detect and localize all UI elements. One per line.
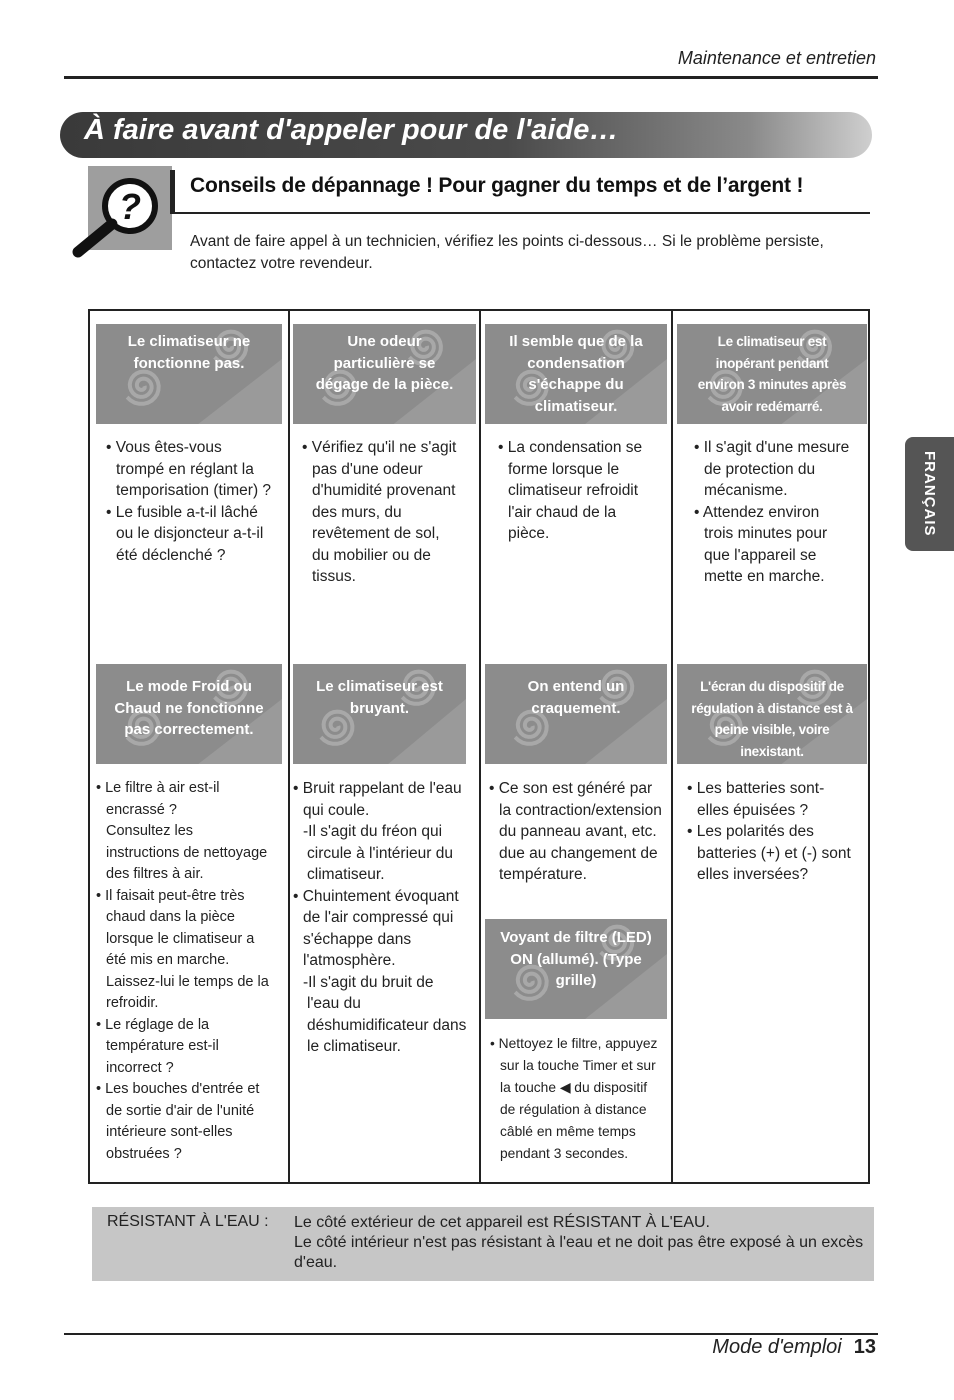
bullet-item: • Ce son est généré par: [489, 780, 653, 797]
bullet-item: • Il faisait peut-être très: [96, 887, 245, 904]
cell-header-text: [485, 664, 667, 719]
bullet-continuation: batteries (+) et (-) sont: [697, 844, 851, 862]
cell-header-line: s'échappe du: [528, 376, 624, 393]
cell-header-line: Chaud ne fonctionne: [114, 699, 264, 717]
bullet-continuation: due au changement de: [499, 844, 658, 862]
bullet-continuation: ou le disjoncteur a-t-il: [116, 525, 264, 542]
section-label: Maintenance et entretien: [677, 48, 876, 68]
cell-header-line: régulation à distance est à: [691, 700, 853, 716]
bullet-continuation: été déclenché ?: [116, 546, 226, 564]
grid-divider: [479, 309, 481, 1184]
cell-header-line: On entend un: [527, 678, 625, 695]
bullet-continuation: l'air chaud de la: [508, 503, 617, 521]
cell-header: [293, 324, 476, 424]
bullet-continuation: que l'appareil se: [704, 546, 817, 564]
cell-body: [489, 778, 669, 886]
bullet-continuation: temporisation (timer) ?: [116, 482, 272, 499]
bullet-continuation: été mis en marche.: [106, 952, 230, 968]
bullet-continuation: incorrect ?: [106, 1059, 174, 1076]
bullet-continuation: la touche ◀ du dispositif: [500, 1080, 648, 1095]
cell-header-line: Le climatiseur ne: [127, 333, 251, 350]
bullet-continuation: de régulation à distance: [500, 1102, 647, 1117]
bullet-item: • Le fusible a-t-il lâché: [106, 503, 258, 521]
cell-header: [96, 664, 282, 764]
cell-body: [694, 437, 866, 588]
bullet-continuation: du panneau avant, etc.: [499, 823, 657, 840]
bullet-continuation: de l'air compressé qui: [303, 909, 454, 926]
bullet-item: • Vérifiez qu'il ne s'agit: [302, 439, 457, 456]
cell-header-text: [293, 664, 466, 719]
cell-header-line: climatiseur.: [534, 397, 618, 415]
bullet-continuation: d'humidité provenant: [312, 482, 456, 499]
bullet-continuation: câblé en même temps: [500, 1124, 636, 1139]
bullet-continuation: qui coule.: [303, 801, 370, 819]
bullet-item: • Vous êtes-vous: [106, 439, 222, 456]
bullet-continuation: pendant 3 secondes.: [500, 1146, 629, 1161]
cell-body: [293, 778, 477, 1058]
bullet-continuation: déshumidificateur dans: [307, 1016, 467, 1034]
bullet-continuation: du mobilier ou de: [312, 546, 431, 564]
bullet-continuation: Consultez les: [106, 823, 194, 839]
bullet-item: • Le réglage de la: [96, 1016, 210, 1033]
cell-header-line: dégage de la pièce.: [315, 376, 454, 393]
cell-header-line: L'écran du dispositif de: [700, 679, 844, 694]
bullet-continuation: elles inversées?: [697, 866, 809, 883]
water-notice-line: Le côté extérieur de cet appareil est RÉSISTANT À L'EAU.: [294, 1214, 710, 1231]
bullet-item: • Attendez environ: [694, 503, 820, 521]
svg-text:?: ?: [119, 186, 141, 227]
language-tab-label: FRANÇAIS: [921, 451, 938, 537]
bullet-item: • Les batteries sont-: [687, 780, 825, 797]
bullet-continuation: revêtement de sol,: [312, 525, 440, 542]
bullet-continuation: le climatiseur.: [307, 1038, 401, 1055]
cell-header-text: [485, 919, 667, 992]
bullet-continuation: -Il s'agit du bruit de: [303, 973, 434, 991]
bullet-continuation: elles épuisées ?: [697, 801, 809, 819]
cell-header-line: condensation: [527, 354, 625, 372]
footer: [560, 1336, 876, 1359]
bullet-continuation: température est-il: [106, 1038, 219, 1054]
bullet-continuation: mette en marche.: [704, 568, 825, 585]
bullet-continuation: forme lorsque le: [508, 460, 620, 478]
bullet-continuation: obstruées ?: [106, 1145, 182, 1162]
bullet-continuation: climatiseur refroidit: [508, 482, 639, 499]
bullet-continuation: encrassé ?: [106, 801, 177, 818]
bullet-continuation: de protection du: [704, 460, 816, 478]
cell-header-text: [293, 324, 476, 396]
bullet-item: • Nettoyez le filtre, appuyez: [490, 1036, 658, 1051]
cell-header-line: Une odeur: [347, 333, 422, 350]
bullet-item: • Les polarités des: [687, 823, 814, 840]
footer-rule: [64, 1333, 878, 1335]
cell-header-text: [485, 324, 667, 417]
water-notice-label: RÉSISTANT À L'EAU :: [107, 1213, 269, 1230]
cell-header-line: grille): [555, 972, 597, 989]
cell-header-line: Le climatiseur est: [717, 334, 827, 349]
cell-header-text: [677, 664, 867, 762]
bullet-continuation: sur la touche Timer et sur: [500, 1058, 656, 1073]
cell-header-line: inopérant pendant: [715, 355, 829, 371]
cell-header: [485, 919, 667, 1019]
bullet-continuation: Laissez-lui le temps de la: [106, 973, 269, 990]
bullet-continuation: trompé en réglant la: [116, 460, 254, 478]
bullet-continuation: circule à l'intérieur du: [307, 844, 453, 862]
cell-header-line: fonctionne pas.: [133, 354, 245, 372]
bullet-continuation: chaud dans la pièce: [106, 909, 235, 925]
bullet-continuation: mécanisme.: [704, 482, 788, 499]
header-rule: [64, 76, 878, 79]
cell-body: [302, 437, 478, 588]
bullet-continuation: des filtres à air.: [106, 866, 204, 882]
bullet-continuation: s'échappe dans: [303, 930, 412, 948]
cell-header: [677, 664, 867, 764]
grid-divider: [671, 309, 673, 1184]
cell-header-line: Voyant de filtre (LED): [500, 929, 652, 946]
cell-header: [293, 664, 466, 764]
bullet-continuation: intérieure sont-elles: [106, 1124, 233, 1140]
cell-body: [490, 1033, 670, 1165]
bullet-continuation: lorsque le climatiseur a: [106, 930, 255, 947]
bullet-continuation: pas d'une odeur: [312, 460, 423, 478]
intro-text: Avant de faire appel à un technicien, vérifiez les points ci-dessous… Si le problème persiste, contactez votre revendeur.: [190, 233, 824, 272]
cell-header-line: ON (allumé). (Type: [510, 950, 642, 968]
bullet-continuation: instructions de nettoyage: [106, 844, 268, 861]
cell-header-line: Le climatiseur est: [316, 678, 443, 695]
cell-header-line: bruyant.: [349, 699, 410, 717]
cell-header-line: peine visible, voire inexistant.: [714, 722, 830, 759]
bullet-item: • Bruit rappelant de l'eau: [293, 780, 462, 797]
tips-rule: [172, 212, 870, 214]
cell-header-line: particulière se: [333, 354, 436, 372]
cell-header: [485, 664, 667, 764]
bullet-item: • Le filtre à air est-il: [96, 780, 220, 796]
bullet-item: • Chuintement évoquant: [293, 887, 459, 905]
bullet-continuation: la contraction/extension: [499, 801, 662, 819]
cell-header-line: Il semble que de la: [509, 333, 643, 350]
bullet-continuation: l'atmosphère.: [303, 952, 396, 969]
bullet-continuation: tissus.: [312, 568, 356, 585]
tips-title: Conseils de dépannage ! Pour gagner du temps et de l’argent !: [190, 174, 804, 197]
bullet-continuation: de sortie d'air de l'unité: [106, 1102, 255, 1119]
bullet-continuation: température.: [499, 866, 587, 883]
cell-header-text: [677, 324, 867, 417]
bullet-item: • Il s'agit d'une mesure: [694, 439, 850, 456]
cell-header-line: Le mode Froid ou: [126, 678, 252, 695]
cell-header: [96, 324, 282, 424]
page-number: 13: [853, 1336, 876, 1358]
question-magnifier-icon: [70, 166, 174, 258]
cell-body: [687, 778, 867, 886]
bullet-continuation: refroidir.: [106, 995, 159, 1011]
cell-header-text: [96, 324, 282, 374]
bullet-item: • Les bouches d'entrée et: [96, 1081, 260, 1097]
bullet-continuation: pièce.: [508, 525, 550, 542]
cell-body: [498, 437, 668, 545]
cell-header-line: environ 3 minutes après: [697, 377, 847, 392]
tips-accent-bar: [170, 170, 175, 214]
grid-divider: [288, 309, 290, 1184]
cell-header: [485, 324, 667, 424]
bullet-continuation: l'eau du: [307, 995, 361, 1012]
bullet-continuation: climatiseur.: [307, 866, 385, 883]
cell-header-line: craquement.: [531, 699, 621, 717]
cell-header-text: [96, 664, 282, 741]
footer-title: Mode d'emploi: [712, 1336, 842, 1358]
cell-header: [677, 324, 867, 424]
water-notice-text: [294, 1213, 864, 1273]
cell-body: [96, 778, 282, 1165]
bullet-continuation: trois minutes pour: [704, 525, 828, 542]
cell-header-line: avoir redémarré.: [721, 398, 823, 414]
cell-body: [106, 437, 284, 566]
page-title: À faire avant d'appeler pour de l'aide…: [84, 114, 619, 146]
bullet-continuation: -Il s'agit du fréon qui: [303, 823, 443, 840]
water-notice-line: Le côté intérieur n'est pas résistant à l'eau et ne doit pas être exposé à un excès d'eau.: [294, 1234, 864, 1271]
bullet-item: • La condensation se: [498, 439, 643, 456]
cell-header-line: pas correctement.: [124, 721, 254, 738]
bullet-continuation: des murs, du: [312, 503, 402, 521]
